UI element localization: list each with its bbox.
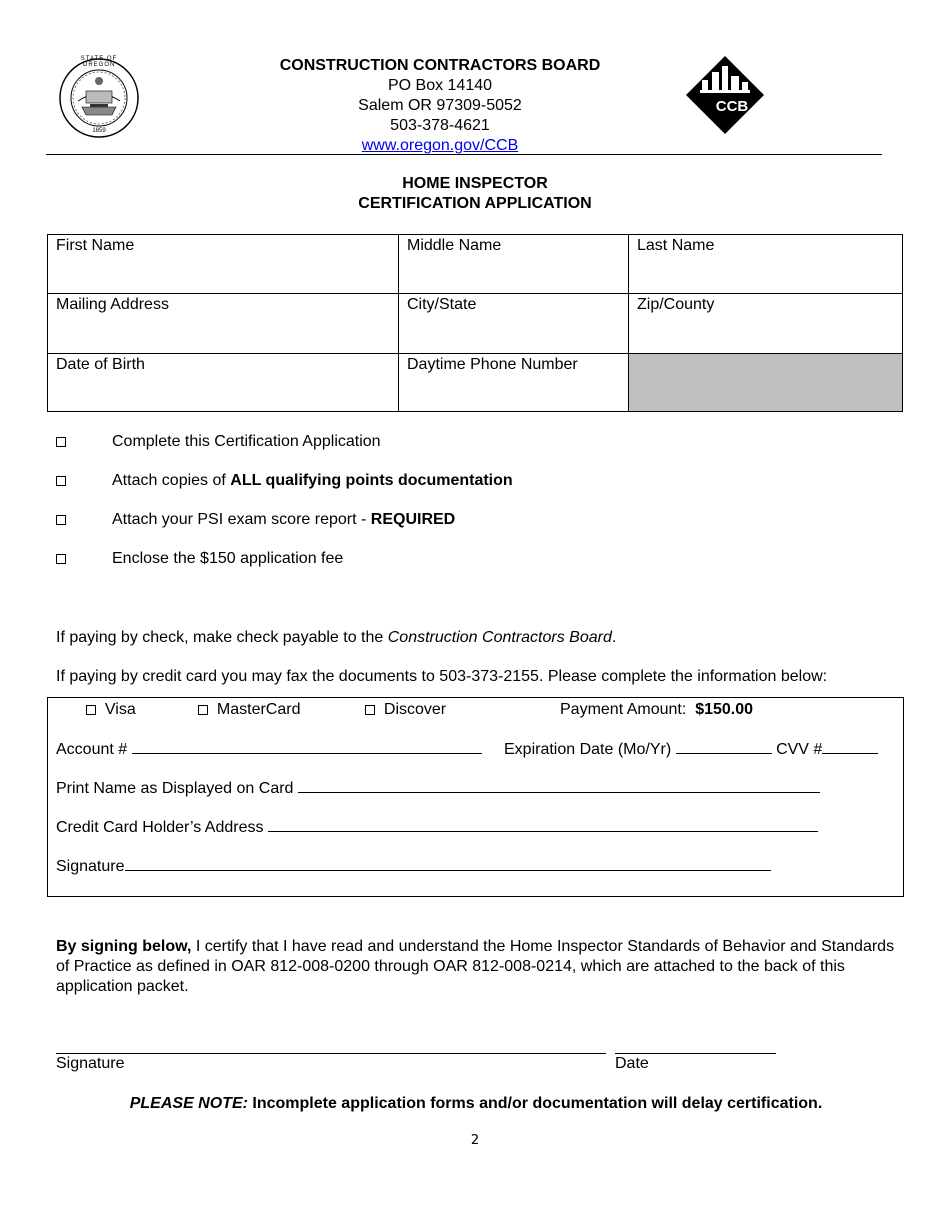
card-signature-label: Signature (56, 858, 125, 875)
check-payment-instructions (56, 628, 616, 648)
check-text-end: . (611, 629, 617, 646)
expiration-label: Expiration Date (Mo/Yr) (504, 741, 672, 758)
checklist-emphasis: REQUIRED (370, 511, 456, 528)
city-state-field[interactable] (399, 294, 629, 354)
visa-option[interactable] (86, 700, 136, 720)
checkbox[interactable] (56, 476, 66, 486)
mastercard-option[interactable] (198, 700, 300, 720)
holder-address-label: Credit Card Holder’s Address (56, 819, 264, 836)
print-name-row (56, 778, 820, 799)
certification-text: I certify that I have read and understand the Home Inspector Standards of Behavior and Standards of Practice as defined in OAR 812-008-0200 through OAR 812-008-0214, which are attached to the back of this application packet. (56, 938, 895, 995)
city-line: Salem OR 97309-5052 (358, 97, 522, 114)
form-title-line1: HOME INSPECTOR (402, 175, 548, 192)
page-number: 2 (470, 1133, 480, 1148)
checklist-text: Attach copies of (112, 472, 231, 489)
account-number-label: Account # (56, 741, 128, 758)
date-of-birth-label: Date of Birth (56, 356, 145, 373)
mailing-address-field[interactable] (48, 294, 399, 354)
form-title (240, 174, 710, 214)
last-name-label: Last Name (637, 237, 715, 254)
daytime-phone-label: Daytime Phone Number (407, 356, 578, 373)
mastercard-label: MasterCard (216, 701, 301, 718)
holder-address-input[interactable] (268, 817, 818, 832)
expiration-input[interactable] (676, 739, 772, 754)
date-label: Date (615, 1055, 649, 1072)
checklist-text: Complete this Certification Application (112, 433, 381, 450)
account-number-row (56, 739, 482, 760)
cvv-input[interactable] (822, 739, 878, 754)
signature-label: Signature (56, 1055, 125, 1072)
first-name-label: First Name (56, 237, 135, 254)
visa-checkbox[interactable] (86, 705, 96, 715)
checkbox[interactable] (56, 437, 66, 447)
zip-county-field[interactable] (629, 294, 902, 354)
phone-number: 503-378-4621 (390, 117, 490, 134)
please-note (56, 1094, 896, 1114)
po-box: PO Box 14140 (387, 77, 493, 94)
state-of-oregon-seal-icon (58, 57, 140, 139)
payment-amount-label: Payment Amount: (560, 701, 687, 718)
discover-checkbox[interactable] (365, 705, 375, 715)
checklist-text: Enclose the $150 application fee (112, 550, 344, 567)
payment-amount (560, 700, 753, 720)
mastercard-checkbox[interactable] (198, 705, 208, 715)
check-text: If paying by check, make check payable to the (56, 629, 388, 646)
checklist-text: Attach your PSI exam score report - (112, 511, 371, 528)
certification-lead: By signing below, (56, 938, 192, 955)
organization-header (240, 56, 640, 156)
ccb-logo-text: CCB (715, 98, 749, 115)
organization-name: CONSTRUCTION CONTRACTORS BOARD (279, 57, 601, 74)
signature-line[interactable] (56, 1053, 606, 1054)
credit-payment-instructions: If paying by credit card you may fax the documents to 503-373-2155. Please complete the information below: (56, 668, 828, 685)
date-of-birth-field[interactable] (48, 354, 399, 411)
note-text: Incomplete application forms and/or documentation will delay certification. (247, 1095, 823, 1112)
certification-statement (56, 937, 896, 997)
card-signature-row (56, 856, 771, 877)
applicant-info-table (47, 234, 903, 412)
checkbox[interactable] (56, 554, 66, 564)
print-name-label: Print Name as Displayed on Card (56, 780, 294, 797)
checklist-emphasis: ALL qualifying points documentation (230, 472, 513, 489)
payee-name: Construction Contractors Board (387, 629, 612, 646)
seal-year: 1859 (92, 128, 106, 134)
note-lead: PLEASE NOTE: (129, 1095, 248, 1112)
mailing-address-label: Mailing Address (56, 296, 169, 313)
card-signature-input[interactable] (125, 856, 771, 871)
seal-text: STATE OF OREGON (80, 56, 118, 68)
account-number-input[interactable] (132, 739, 482, 754)
city-state-label: City/State (407, 296, 477, 313)
zip-county-label: Zip/County (637, 296, 715, 313)
payment-amount-value: $150.00 (695, 701, 754, 718)
visa-label: Visa (104, 701, 136, 718)
checkbox[interactable] (56, 515, 66, 525)
daytime-phone-field[interactable] (399, 354, 629, 411)
website-link[interactable]: www.oregon.gov/CCB (361, 137, 519, 154)
credit-card-section (47, 697, 904, 897)
ccb-logo-icon (684, 54, 766, 136)
discover-label: Discover (383, 701, 447, 718)
form-title-line2: CERTIFICATION APPLICATION (358, 195, 592, 212)
cvv-label: CVV # (776, 741, 823, 758)
middle-name-field[interactable] (399, 235, 629, 294)
expiration-row (504, 739, 878, 760)
header-divider (46, 154, 882, 155)
first-name-field[interactable] (48, 235, 399, 294)
print-name-input[interactable] (298, 778, 820, 793)
shaded-cell (629, 354, 902, 411)
holder-address-row (56, 817, 818, 838)
middle-name-label: Middle Name (407, 237, 502, 254)
date-line[interactable] (615, 1053, 776, 1054)
discover-option[interactable] (365, 700, 446, 720)
last-name-field[interactable] (629, 235, 902, 294)
